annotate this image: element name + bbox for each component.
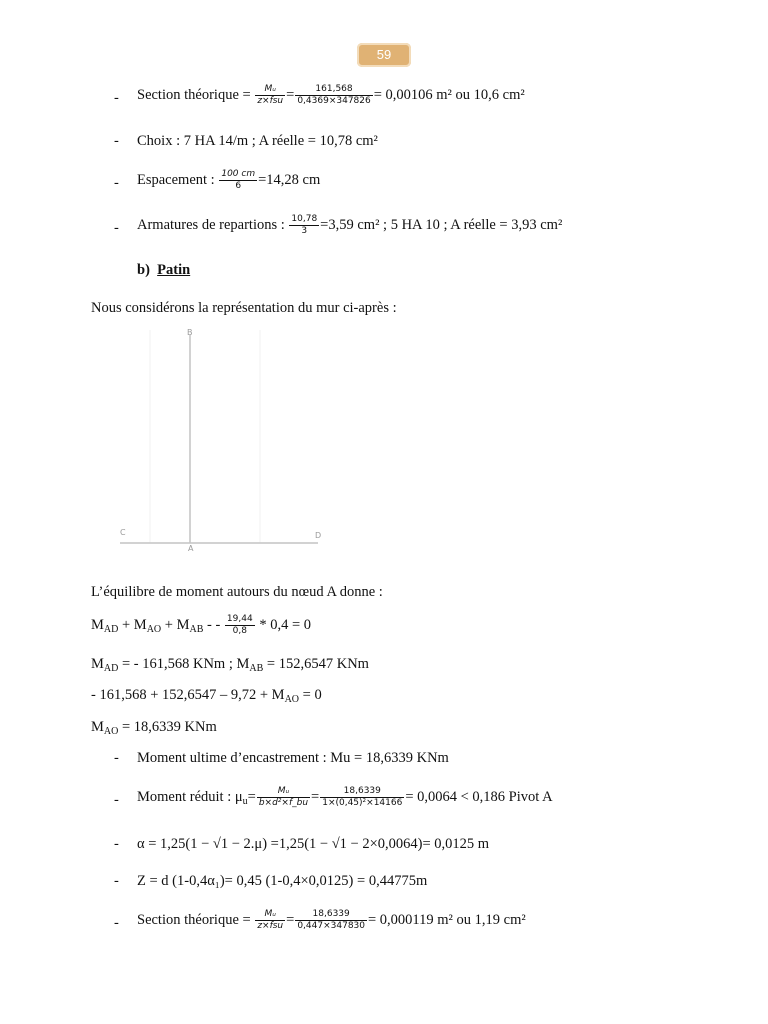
section-theorique-line-2: Section théorique = $\frac{\text{Mᵤ}}{\text{z×fsu}}$ = $\frac{18,6339}{0,447\times 347830}$ = 0,000119 m² ou 1,19 cm² [137, 909, 526, 931]
armatures-line: Armatures de repartions : $\frac{10,78}{3}$ =3,59 cm² ; 5 HA 10 ; A réelle = 3,93 cm² [137, 214, 563, 236]
page-number: 59 [376, 47, 392, 62]
label-b: B [187, 328, 193, 337]
moment-ultime-line: Moment ultime d’encastrement : Mu = 18,6339 KNm [137, 750, 449, 766]
label-a: A [188, 544, 194, 553]
fraction-values: $\frac{161,568}{0,4369\times 347826}$ [297, 84, 371, 106]
label-d: D [315, 531, 322, 540]
espacement-line: Espacement : $\frac{100 cm}{6}$ =14,28 cm [137, 169, 321, 191]
equation-mao-result: $M_{AO} = 18,6339$ KNm [91, 719, 217, 737]
bullet-dash: - [114, 220, 119, 236]
z-line: Z = d (1-0,4α₁)= 0,45 (1-0,4×0,0125) = 0,44775m [137, 873, 428, 889]
section-theorique-line-1: Section théorique = $\frac{\text{Mᵤ}}{\text{z×fsu}}$ = $\frac{161,568}{0,4369\times 347826}$ = 0,00106 m² ou 10,6 cm² [137, 84, 525, 106]
bullet-dash: - [114, 133, 119, 149]
equation-moment-sum: $M_{AD} + M_{AO} + M_{AB}$ - - $\frac{19,44}{0,8}$ * 0,4 = 0 [91, 614, 311, 636]
bullet-dash: - [114, 915, 119, 931]
fraction-espacement: $\frac{100 cm}{6}$ [221, 169, 256, 191]
fraction-mu-bdfbu: $\frac{\text{Mᵤ}}{\text{b×d²×f\_bu}}$ [258, 786, 309, 808]
bullet-dash: - [114, 90, 119, 106]
wall-diagram [110, 325, 330, 555]
fraction-armatures: $\frac{10,78}{3}$ [291, 214, 318, 236]
equation-mad-mab: $M_{AD}$ = - 161,568 KNm ; $M_{AB} = 152,6547$ KNm [91, 656, 369, 674]
bullet-dash: - [114, 836, 119, 852]
intro-paragraph: Nous considérons la représentation du mur ci-après : [91, 300, 397, 316]
choix-line: Choix : 7 HA 14/m ; A réelle = 10,78 cm² [137, 133, 378, 149]
bullet-dash: - [114, 750, 119, 766]
label-c: C [120, 528, 126, 537]
bullet-dash: - [114, 175, 119, 191]
bullet-dash: - [114, 792, 119, 808]
section-heading-patin: b) Patin [137, 262, 191, 278]
moment-reduit-line: Moment réduit : $\mu_u=$ $\frac{\text{Mᵤ}}{\text{b×d²×f\_bu}}$ = $\frac{18,6339}{\text{1×(0,45)²×14166}}$ = 0,0064 < 0,186 Pivot A [137, 786, 553, 808]
equilibre-paragraph: L’équilibre de moment autours du nœud A donne : [91, 584, 383, 600]
fraction-mu-zfsu: $\frac{\text{Mᵤ}}{\text{z×fsu}}$ [257, 84, 284, 106]
page-number-badge [357, 43, 411, 67]
equation-sum-zero: - $161,568 + 152,6547 - 9,72 + M_{AO} = 0$ [91, 687, 322, 705]
fraction-reduit-values: $\frac{18,6339}{\text{1×(0,45)²×14166}}$ [322, 786, 403, 808]
bullet-dash: - [114, 873, 119, 889]
fraction-19-44: $\frac{19,44}{0,8}$ [226, 614, 253, 636]
alpha-line: α = 1,25(1 − √1 − 2.μ) =1,25(1 − √1 − 2×0,0064)= 0,0125 m [137, 836, 490, 852]
fraction-mu-zfsu-2: $\frac{\text{Mᵤ}}{\text{z×fsu}}$ [257, 909, 284, 931]
fraction-values-2: $\frac{18,6339}{0,447\times 347830}$ [297, 909, 365, 931]
